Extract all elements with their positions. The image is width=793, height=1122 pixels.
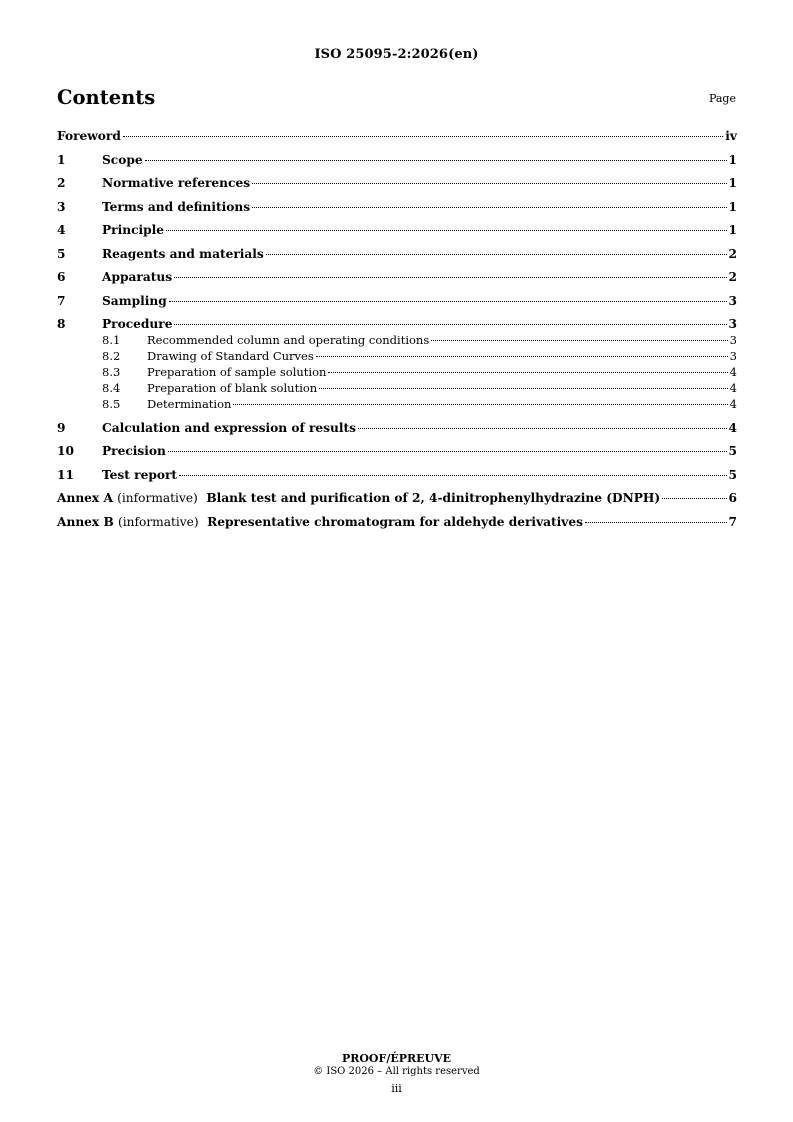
toc-entry-page: 3 — [728, 317, 737, 331]
toc-entry-clause-3[interactable] — [57, 200, 737, 215]
toc-entry-clause-1[interactable] — [57, 153, 737, 168]
toc-entry-page: iv — [725, 129, 737, 143]
toc-entry-page: 6 — [728, 491, 737, 505]
toc-entry-clause-9[interactable] — [57, 421, 737, 436]
copyright-notice: © ISO 2026 – All rights reserved — [313, 1066, 480, 1077]
toc-entry-number: 5 — [57, 246, 66, 261]
document-id: ISO 25095-2:2026(en) — [314, 47, 479, 62]
table-of-contents — [57, 129, 737, 530]
dot-leader — [145, 160, 727, 161]
toc-entry-number: 3 — [57, 199, 66, 214]
toc-entry-number: 8.3 — [102, 365, 121, 379]
toc-entry-page: 2 — [728, 270, 737, 284]
toc-entry-clause-6[interactable] — [57, 270, 737, 285]
toc-entry-subclause-8-1[interactable] — [57, 332, 737, 348]
dot-leader — [174, 277, 726, 278]
dot-leader — [179, 475, 726, 476]
dot-leader — [319, 388, 727, 389]
dot-leader — [316, 356, 728, 357]
toc-entry-page: 5 — [728, 444, 737, 458]
dot-leader — [166, 230, 726, 231]
toc-entry-annex-type: (informative) — [117, 491, 198, 505]
toc-entry-clause-10[interactable] — [57, 444, 737, 459]
toc-entry-title: Drawing of Standard Curves — [147, 349, 314, 363]
toc-entry-annex-type: (informative) — [118, 514, 199, 529]
toc-entry-clause-4[interactable] — [57, 223, 737, 238]
toc-entry-title: Precision — [102, 444, 166, 458]
toc-entry-title: Procedure — [102, 317, 173, 331]
toc-entry-number: 1 — [57, 152, 66, 167]
toc-entry-clause-8[interactable] — [57, 317, 737, 332]
toc-entry-page: 4 — [729, 365, 737, 379]
toc-entry-page: 1 — [728, 199, 737, 214]
toc-entry-title: Recommended column and operating conditions — [147, 333, 430, 347]
toc-entry-number: 8 — [57, 317, 66, 331]
toc-entry-page: 4 — [728, 420, 737, 435]
toc-entry-number: 7 — [57, 293, 66, 308]
toc-entry-number: 6 — [57, 270, 66, 284]
toc-entry-title: Sampling — [102, 293, 167, 308]
toc-entry-page: 7 — [728, 514, 737, 529]
toc-entry-annex-a[interactable] — [57, 491, 737, 506]
toc-entry-clause-11[interactable] — [57, 468, 737, 483]
toc-entry-title: Determination — [147, 397, 232, 411]
toc-entry-number: 8.1 — [102, 333, 121, 347]
toc-entry-title: Apparatus — [102, 270, 173, 284]
toc-entry-subclause-8-2[interactable] — [57, 348, 737, 364]
page-footer — [0, 1052, 793, 1097]
toc-entry-title: Normative references — [102, 176, 251, 190]
toc-entry-subclause-8-3[interactable] — [57, 364, 737, 380]
contents-title: Contents — [57, 86, 156, 109]
toc-entry-page: 1 — [728, 223, 737, 237]
toc-entry-title: Blank test and purification of 2, 4-dinitrophenylhydrazine (DNPH) — [206, 491, 661, 505]
toc-entry-title: Preparation of sample solution — [147, 365, 327, 379]
toc-entry-number: 8.4 — [102, 381, 121, 395]
toc-entry-title: Principle — [102, 223, 165, 237]
dot-leader — [252, 183, 726, 184]
dot-leader — [328, 372, 727, 373]
toc-entry-page: 1 — [728, 152, 737, 167]
page-number: iii — [391, 1082, 402, 1095]
dot-leader — [168, 451, 727, 452]
toc-entry-number: 4 — [57, 223, 66, 237]
toc-entry-clause-7[interactable] — [57, 294, 737, 309]
toc-entry-page: 5 — [728, 467, 737, 482]
toc-entry-page: 3 — [729, 333, 737, 347]
dot-leader — [233, 404, 727, 405]
toc-entry-title: Test report — [102, 467, 178, 482]
proof-label: PROOF/ÉPREUVE — [341, 1052, 452, 1065]
dot-leader — [585, 522, 727, 523]
dot-leader — [174, 324, 726, 325]
toc-entry-title: Preparation of blank solution — [147, 381, 318, 395]
page-column-label: Page — [708, 92, 736, 105]
dot-leader — [266, 254, 727, 255]
toc-entry-number: 2 — [57, 176, 66, 190]
toc-entry-number: 8.2 — [102, 349, 121, 363]
toc-entry-annex-b[interactable] — [57, 515, 737, 530]
toc-entry-title: Calculation and expression of results — [102, 420, 356, 435]
dot-leader — [431, 340, 727, 341]
toc-entry-page: 2 — [728, 246, 737, 261]
toc-entry-clause-5[interactable] — [57, 247, 737, 262]
dot-leader — [358, 428, 727, 429]
toc-entry-page: 4 — [729, 381, 737, 395]
toc-entry-page: 4 — [729, 397, 737, 411]
toc-entry-title: Foreword — [57, 129, 121, 143]
toc-entry-title: Representative chromatogram for aldehyde derivatives — [207, 514, 583, 529]
toc-entry-number: 10 — [57, 444, 74, 458]
toc-entry-page: 3 — [728, 293, 737, 308]
toc-entry-page: 1 — [728, 176, 737, 190]
toc-entry-title: Scope — [102, 152, 143, 167]
toc-entry-page: 3 — [729, 349, 737, 363]
toc-entry-number: 9 — [57, 420, 66, 435]
toc-entry-number: 8.5 — [102, 397, 121, 411]
toc-entry-subclause-8-5[interactable] — [57, 396, 737, 412]
toc-entry-subclause-8-4[interactable] — [57, 380, 737, 396]
toc-entry-title: Terms and definitions — [102, 199, 251, 214]
toc-entry-title: Reagents and materials — [102, 246, 264, 261]
dot-leader — [252, 207, 726, 208]
toc-entry-number: 11 — [57, 467, 74, 482]
dot-leader — [123, 136, 723, 137]
dot-leader — [169, 301, 727, 302]
toc-entry-clause-2[interactable] — [57, 176, 737, 191]
toc-entry-foreword[interactable] — [57, 129, 737, 144]
toc-entry-annex-label: Annex B — [57, 514, 114, 529]
dot-leader — [662, 498, 726, 499]
toc-entry-annex-label: Annex A — [57, 491, 113, 505]
